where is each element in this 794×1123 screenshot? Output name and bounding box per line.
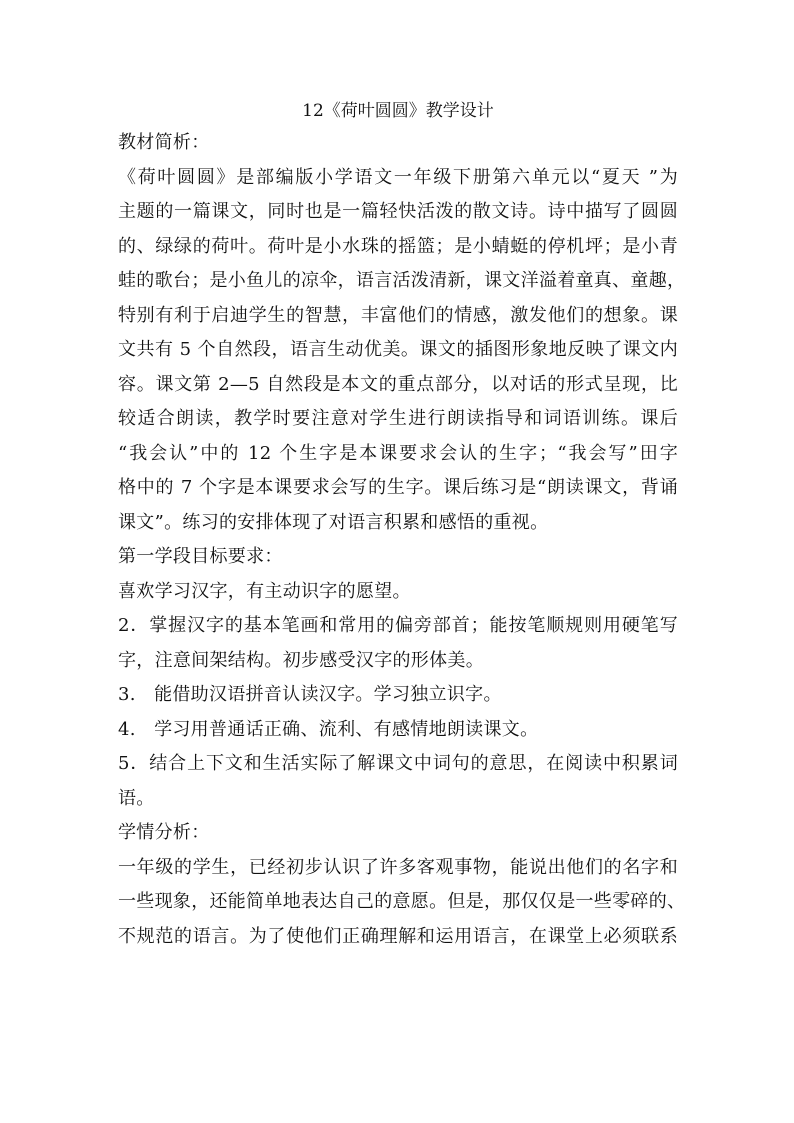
paragraph-line: 课文”。练习的安排体现了对语言积累和感悟的重视。 bbox=[118, 511, 549, 533]
goal-item: 喜欢学习汉字，有主动识字的愿望。 bbox=[118, 580, 411, 602]
paragraph-line: 格中的 7 个字是本课要求会写的生字。课后练习是“朗读课文，背诵 bbox=[118, 477, 678, 498]
paragraph-line: 特别有利于启迪学生的智慧，丰富他们的情感，激发他们的想象。课 bbox=[118, 304, 678, 326]
paragraph-line: 一些现象，还能简单地表达自己的意愿。但是，那仅仅是一些零碎的、 bbox=[118, 891, 686, 912]
document-body bbox=[118, 96, 686, 954]
paragraph-line: 的、绿绿的荷叶。荷叶是小水珠的摇篮；是小蜻蜓的停机坪；是小青 bbox=[118, 235, 678, 257]
paragraph-line: “我会认”中的 12 个生字是本课要求会认的生字；“我会写”田字 bbox=[118, 442, 678, 464]
section-heading-student-analysis: 学情分析： bbox=[118, 822, 210, 843]
paragraph-line: 一年级的学生，已经初步认识了许多客观事物，能说出他们的名字和 bbox=[118, 856, 678, 878]
goal-item: 3. 能借助汉语拼音认读汉字。学习独立识字。 bbox=[118, 684, 502, 705]
document-title: 12《荷叶圆圆》教学设计 bbox=[302, 101, 494, 121]
goal-item: 5．结合上下文和生活实际了解课文中词句的意思，在阅读中积累词 bbox=[118, 753, 678, 774]
paragraph-line: 较适合朗读，教学时要注意对学生进行朗读指导和词语训练。课后 bbox=[118, 408, 678, 429]
paragraph-line: 容。课文第 2—5 自然段是本文的重点部分，以对话的形式呈现，比 bbox=[118, 373, 678, 395]
paragraph-line: 不规范的语言。为了使他们正确理解和运用语言，在课堂上必须联系 bbox=[118, 925, 678, 947]
paragraph-line: 主题的一篇课文，同时也是一篇轻快活泼的散文诗。诗中描写了圆圆 bbox=[118, 201, 678, 222]
section-heading-textbook-analysis: 教材简析： bbox=[118, 132, 210, 153]
goal-item: 4. 学习用普通话正确、流利、有感情地朗读课文。 bbox=[118, 718, 539, 740]
paragraph-line: 文共有 5 个自然段，语言生动优美。课文的插图形象地反映了课文内 bbox=[118, 339, 678, 360]
paragraph-line: 《荷叶圆圆》是部编版小学语文一年级下册第六单元以“夏天 ”为 bbox=[118, 166, 678, 188]
paragraph-line: 蛙的歌台；是小鱼儿的凉伞，语言活泼清新，课文洋溢着童真、童趣， bbox=[118, 270, 686, 291]
goal-item-continued: 语。 bbox=[118, 787, 155, 809]
goal-item: 2．掌握汉字的基本笔画和常用的偏旁部首；能按笔顺规则用硬笔写 bbox=[118, 615, 678, 636]
goal-item-continued: 字，注意间架结构。初步感受汉字的形体美。 bbox=[118, 649, 484, 671]
section-heading-stage-goals: 第一学段目标要求： bbox=[118, 546, 283, 567]
